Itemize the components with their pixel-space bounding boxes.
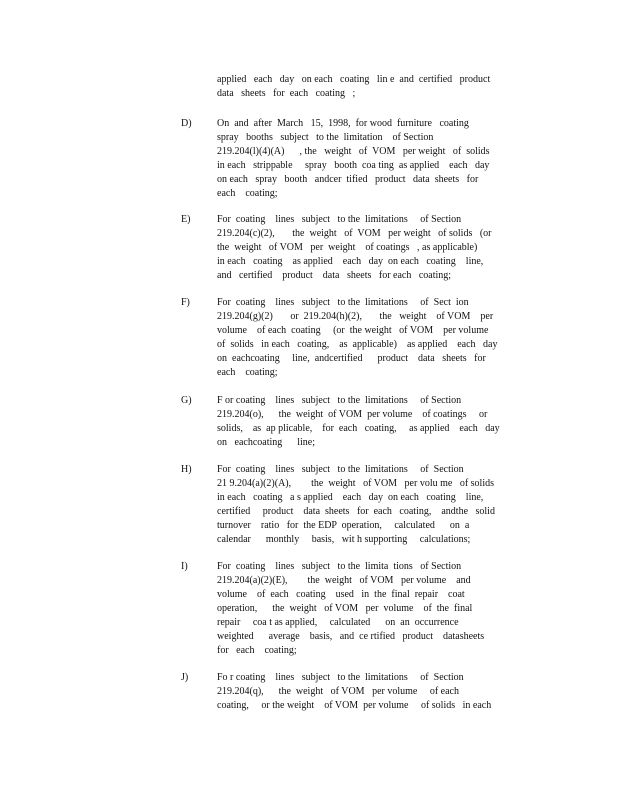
item-marker: G) — [181, 395, 192, 406]
text-line: 219.204(c)(2), the weight of VOM per weight of solids (or — [217, 228, 492, 239]
text-line: volume of each coating used in the final repair coat — [217, 589, 465, 600]
text-line: and certified product data sheets for each coating; — [217, 270, 452, 281]
continuation-paragraph — [217, 73, 507, 101]
text-line: For coating lines subject to the limitations of Section — [217, 464, 464, 475]
text-line: each coating; — [217, 188, 278, 199]
item-marker: F) — [181, 297, 190, 308]
text-line: repair coa t as applied, calculated on an occurrence — [217, 617, 459, 628]
text-line: operation, the weight of VOM per volume of the final — [217, 603, 473, 614]
text-line: certified product data sheets for each coating, andthe solid — [217, 506, 495, 517]
text-line: on each spray booth andcer tified product data sheets for — [217, 174, 479, 185]
item-marker: E) — [181, 214, 191, 225]
item-marker: D) — [181, 118, 192, 129]
item-text — [217, 296, 507, 380]
text-line: spray booths subject to the limitation of Section — [217, 132, 434, 143]
text-line: volume of each coating (or the weight of VOM per volume — [217, 325, 489, 336]
item-text — [217, 463, 507, 547]
text-line: 219.204(a)(2)(E), the weight of VOM per volume and — [217, 575, 471, 586]
item-text — [217, 560, 507, 658]
text-line: 219.204(o), the weight of VOM per volume of coatings or — [217, 409, 488, 420]
text-line: 219.204(q), the weight of VOM per volume of each — [217, 686, 459, 697]
text-line: weighted average basis, and ce rtified product datasheets — [217, 631, 485, 642]
text-line: For coating lines subject to the limita tions of Section — [217, 561, 462, 572]
text-line: 219.204(g)(2) or 219.204(h)(2), the weight of VOM per — [217, 311, 494, 322]
item-text — [217, 213, 507, 283]
text-line: in each coating a s applied each day on each coating line, — [217, 492, 484, 503]
text-line: solids, as ap plicable, for each coating, as applied each day — [217, 423, 500, 434]
text-line: For coating lines subject to the limitations of Section — [217, 214, 462, 225]
text-line: for each coating; — [217, 645, 297, 656]
text-line: On and after March 15, 1998, for wood furniture coating — [217, 118, 469, 129]
text-line: Fo r coating lines subject to the limitations of Section — [217, 672, 464, 683]
item-marker: J) — [181, 672, 189, 683]
item-text — [217, 671, 507, 713]
item-text — [217, 117, 507, 201]
text-line: in each coating as applied each day on each coating line, — [217, 256, 484, 267]
text-line: on eachcoating line; — [217, 437, 316, 448]
text-line: 21 9.204(a)(2)(A), the weight of VOM per volu me of solids — [217, 478, 494, 489]
text-line: in each strippable spray booth coa ting as applied each day — [217, 160, 490, 171]
item-text — [217, 394, 507, 450]
item-marker: H) — [181, 464, 192, 475]
text-line: For coating lines subject to the limitations of Sect ion — [217, 297, 469, 308]
text-line: F or coating lines subject to the limitations of Section — [217, 395, 462, 406]
text-line: turnover ratio for the EDP operation, calculated on a — [217, 520, 470, 531]
item-marker: I) — [181, 561, 188, 572]
text-line: of solids in each coating, as applicable) as applied each day — [217, 339, 498, 350]
text-line: coating, or the weight of VOM per volume of solids in each — [217, 700, 492, 711]
text-line: the weight of VOM per weight of coatings , as applicable) — [217, 242, 478, 253]
text-line: calendar monthly basis, wit h supporting calculations; — [217, 534, 471, 545]
text-line: applied each day on each coating lin e and certified product — [217, 74, 491, 85]
text-line: on eachcoating line, andcertified product data sheets for — [217, 353, 486, 364]
text-line: 219.204(l)(4)(A) , the weight of VOM per weight of solids — [217, 146, 490, 157]
text-line: data sheets for each coating ; — [217, 88, 356, 99]
text-line: each coating; — [217, 367, 278, 378]
